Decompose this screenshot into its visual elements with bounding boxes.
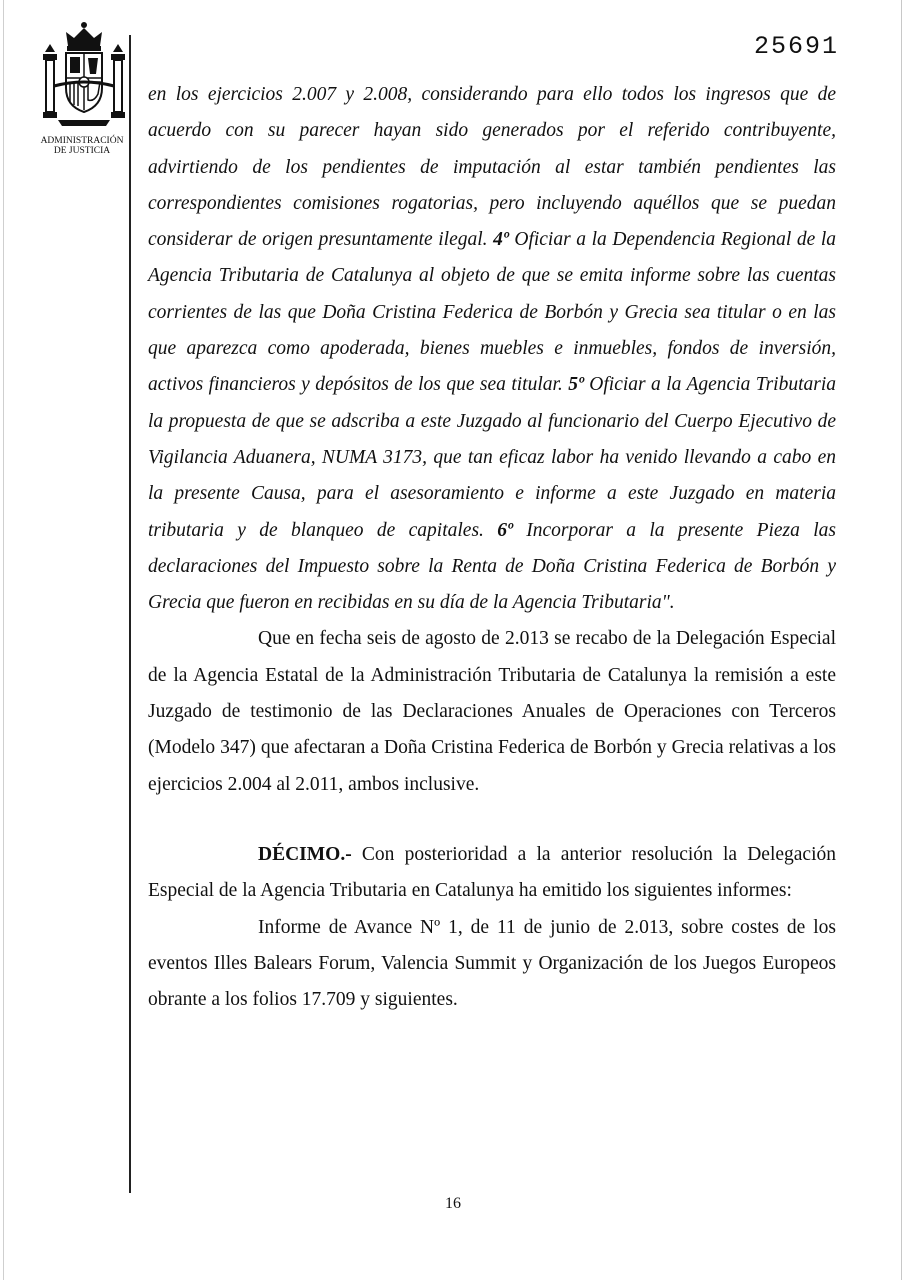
page-number: 16 [445, 1195, 461, 1212]
org-name [34, 136, 130, 156]
quoted-resolution [148, 77, 836, 621]
coat-of-arms-icon [38, 20, 130, 132]
decimo-heading: DÉCIMO.- [258, 843, 352, 865]
item-5-text: Oficiar a la Agencia Tributaria la propuesta de que se adscriba a este Juzgado al funcionario del Cuerpo Ejecutivo de Vigilancia Aduanera, NUMA 3173, que tan eficaz labor ha venido llevando a cabo en la presente Causa, para el asesoramiento e informe a este Juzgado en materia tributaria y de blanqueo de capitales. [148, 374, 837, 541]
decimo-text: Con posterioridad a la anterior resolución la Delegación Especial de la Agencia Tributaria en Catalunya ha emitido los siguientes informes: [148, 843, 836, 902]
item-4-number: 4º [493, 229, 509, 251]
item-5-number: 5º [568, 374, 584, 396]
quote-text: en los ejercicios 2.007 y 2.008, considerando para ello todos los ingresos que de acuerdo con su parecer hayan sido generados por el referido contribuyente, advirtiendo de los pendientes de imputación al estar también pendientes las correspondientes comisiones rogatorias, pero incluyendo aquéllos que se puedan considerar de origen presuntamente ilegal. [148, 84, 836, 251]
scan-edge-left [3, 0, 4, 1280]
section-decimo [148, 837, 836, 910]
margin-rule [129, 35, 131, 1193]
paragraph-informe: Informe de Avance Nº 1, de 11 de junio de 2.013, sobre costes de los eventos Illes Balears Forum, Valencia Summit y Organización de los Juegos Europeos obrante a los folios 17.709 y siguientes. [148, 916, 836, 1011]
item-6-text: Incorporar a la presente Pieza las declaraciones del Impuesto sobre la Renta de Doña Cristina Federica de Borbón y Grecia que fueron en recibidas en su día de la Agencia Tributaria". [148, 519, 837, 614]
org-name-line2: DE JUSTICIA [53, 146, 111, 156]
paragraph-agosto: Que en fecha seis de agosto de 2.013 se recabo de la Delegación Especial de la Agencia Estatal de la Administración Tributaria de Catalunya la remisión a este Juzgado de testimonio de las Declaraciones Anuales de Operaciones con Terceros (Modelo 347) que afectaran a Doña Cristina Federica de Borbón y Grecia relativas a los ejercicios 2.004 al 2.011, ambos inclusive. [148, 628, 836, 795]
org-name-line1: ADMINISTRACIÓN [40, 136, 124, 146]
scan-edge-right [901, 0, 902, 1280]
letterhead-emblem [34, 20, 134, 156]
document-stamp-number: 25691 [754, 32, 840, 61]
item-4-text: Oficiar a la Dependencia Regional de la Agencia Tributaria de Catalunya al objeto de que se emita informe sobre las cuentas corrientes de las que Doña Cristina Federica de Borbón y Grecia sea titular o en las que aparezca como apoderada, bienes muebles e inmuebles, fondos de inversión, activos financieros y depósitos de los que sea titular. [148, 229, 837, 396]
item-6-number: 6º [497, 519, 513, 541]
document-body [148, 77, 836, 1018]
